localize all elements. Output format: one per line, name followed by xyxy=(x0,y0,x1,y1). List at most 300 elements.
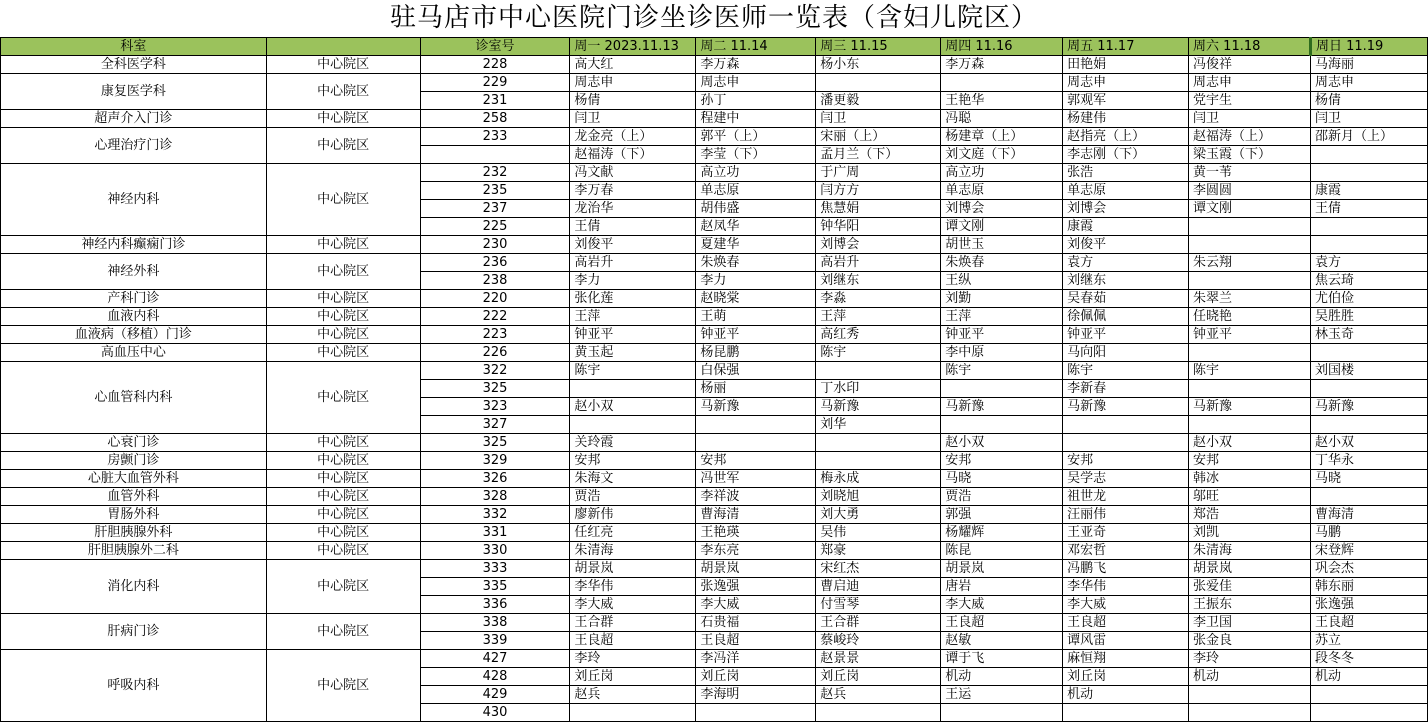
doctor-cell: 谭于飞 xyxy=(941,650,1063,668)
doctor-cell: 王良超 xyxy=(941,614,1063,632)
doctor-cell: 李新春 xyxy=(1063,380,1189,398)
doctor-cell: 胡景岚 xyxy=(696,560,816,578)
doctor-cell: 张浩 xyxy=(1063,164,1189,182)
doctor-cell: 陈宇 xyxy=(1189,362,1311,380)
doctor-cell: 杨建伟 xyxy=(1063,110,1189,128)
dept-name-cell: 产科门诊 xyxy=(1,290,267,308)
doctor-cell: 石贵福 xyxy=(696,614,816,632)
table-row xyxy=(1,110,1428,128)
doctor-cell: 郑豪 xyxy=(816,542,941,560)
dept-name-cell: 康复医学科 xyxy=(1,74,267,110)
doctor-cell: 马海丽 xyxy=(1310,56,1427,74)
doctor-cell: 吴伟 xyxy=(816,524,941,542)
doctor-cell: 单志原 xyxy=(696,182,816,200)
dept-name-cell: 血液内科 xyxy=(1,308,267,326)
campus-cell: 中心院区 xyxy=(266,128,420,164)
doctor-cell: 马鹏 xyxy=(1310,524,1427,542)
doctor-cell xyxy=(1189,380,1311,398)
doctor-cell: 冯世军 xyxy=(696,470,816,488)
doctor-cell: 龙金亮（上） xyxy=(570,128,696,146)
room-cell: 231 xyxy=(420,92,570,110)
doctor-cell: 刘博会 xyxy=(1063,200,1189,218)
doctor-cell: 胡伟盛 xyxy=(696,200,816,218)
doctor-cell: 李华伟 xyxy=(570,578,696,596)
doctor-cell: 冯鹏飞 xyxy=(1063,560,1189,578)
room-cell: 327 xyxy=(420,416,570,434)
room-cell: 228 xyxy=(420,56,570,74)
doctor-cell: 闫卫 xyxy=(1310,110,1427,128)
table-row xyxy=(1,326,1428,344)
doctor-cell: 段冬冬 xyxy=(1310,650,1427,668)
doctor-cell: 王倩 xyxy=(1310,200,1427,218)
doctor-cell: 李万森 xyxy=(941,56,1063,74)
doctor-cell: 王合群 xyxy=(816,614,941,632)
campus-cell: 中心院区 xyxy=(266,290,420,308)
doctor-cell: 刘勤 xyxy=(941,290,1063,308)
doctor-cell: 郭观军 xyxy=(1063,92,1189,110)
doctor-cell: 钟亚平 xyxy=(1189,326,1311,344)
room-cell: 237 xyxy=(420,200,570,218)
doctor-cell: 曹启迪 xyxy=(816,578,941,596)
doctor-cell: 祖世龙 xyxy=(1063,488,1189,506)
table-row xyxy=(1,506,1428,524)
doctor-cell: 邵新月（上） xyxy=(1310,128,1427,146)
doctor-cell: 邓宏哲 xyxy=(1063,542,1189,560)
room-cell: 428 xyxy=(420,668,570,686)
doctor-cell: 朱海文 xyxy=(570,470,696,488)
doctor-cell: 李冯洋 xyxy=(696,650,816,668)
doctor-cell: 赵敏 xyxy=(941,632,1063,650)
dept-name-cell: 神经内科 xyxy=(1,164,267,236)
campus-cell: 中心院区 xyxy=(266,542,420,560)
doctor-cell: 李力 xyxy=(570,272,696,290)
doctor-cell xyxy=(696,704,816,722)
doctor-cell: 韩冰 xyxy=(1189,470,1311,488)
room-cell: 427 xyxy=(420,650,570,668)
dept-name-cell: 肝病门诊 xyxy=(1,614,267,650)
room-cell: 332 xyxy=(420,506,570,524)
room-cell: 322 xyxy=(420,362,570,380)
doctor-cell: 吴春茹 xyxy=(1063,290,1189,308)
doctor-cell: 钟亚平 xyxy=(570,326,696,344)
doctor-cell: 高红秀 xyxy=(816,326,941,344)
doctor-cell: 刘继东 xyxy=(816,272,941,290)
doctor-cell: 李东亮 xyxy=(696,542,816,560)
room-cell: 429 xyxy=(420,686,570,704)
doctor-cell: 马向阳 xyxy=(1063,344,1189,362)
doctor-cell: 杨丽 xyxy=(696,380,816,398)
doctor-cell: 付雪琴 xyxy=(816,596,941,614)
doctor-cell: 赵兵 xyxy=(816,686,941,704)
dept-name-cell: 心脏大血管外科 xyxy=(1,470,267,488)
doctor-cell: 马新豫 xyxy=(696,398,816,416)
header-fri: 周五 11.17 xyxy=(1063,38,1189,56)
doctor-cell: 陈宇 xyxy=(941,362,1063,380)
room-cell: 329 xyxy=(420,452,570,470)
room-cell: 338 xyxy=(420,614,570,632)
header-wed: 周三 11.15 xyxy=(816,38,941,56)
doctor-cell: 刘文庭（下） xyxy=(941,146,1063,164)
room-cell: 335 xyxy=(420,578,570,596)
doctor-cell: 王运 xyxy=(941,686,1063,704)
doctor-cell: 赵小双 xyxy=(570,398,696,416)
header-mon: 周一 2023.11.13 xyxy=(570,38,696,56)
doctor-cell: 赵凤华 xyxy=(696,218,816,236)
dept-name-cell: 心衰门诊 xyxy=(1,434,267,452)
doctor-cell: 赵兵 xyxy=(570,686,696,704)
doctor-cell: 朱清海 xyxy=(1189,542,1311,560)
doctor-cell xyxy=(1189,686,1311,704)
doctor-cell: 潘更毅 xyxy=(816,92,941,110)
doctor-cell xyxy=(1310,344,1427,362)
doctor-cell: 马新豫 xyxy=(1310,398,1427,416)
header-sun: 周日 11.19 xyxy=(1310,38,1427,56)
doctor-cell: 安邦 xyxy=(570,452,696,470)
doctor-cell: 胡景岚 xyxy=(1189,560,1311,578)
header-thu: 周四 11.16 xyxy=(941,38,1063,56)
campus-cell: 中心院区 xyxy=(266,164,420,236)
dept-name-cell: 超声介入门诊 xyxy=(1,110,267,128)
doctor-cell: 单志原 xyxy=(941,182,1063,200)
doctor-cell: 赵福涛（上） xyxy=(1189,128,1311,146)
doctor-cell xyxy=(570,380,696,398)
dept-name-cell: 神经外科 xyxy=(1,254,267,290)
doctor-cell: 王萍 xyxy=(570,308,696,326)
doctor-cell: 赵景景 xyxy=(816,650,941,668)
doctor-cell: 杨昆鹏 xyxy=(696,344,816,362)
doctor-cell xyxy=(816,452,941,470)
doctor-cell: 王合群 xyxy=(570,614,696,632)
doctor-cell: 党宇生 xyxy=(1189,92,1311,110)
doctor-cell: 李华伟 xyxy=(1063,578,1189,596)
doctor-cell: 杨倩 xyxy=(570,92,696,110)
doctor-cell: 马新豫 xyxy=(816,398,941,416)
doctor-cell: 康霞 xyxy=(1310,182,1427,200)
doctor-cell: 田艳娟 xyxy=(1063,56,1189,74)
room-cell: 235 xyxy=(420,182,570,200)
doctor-cell: 刘国楼 xyxy=(1310,362,1427,380)
doctor-cell: 李玲 xyxy=(570,650,696,668)
dept-name-cell: 消化内科 xyxy=(1,560,267,614)
doctor-cell xyxy=(941,380,1063,398)
table-row xyxy=(1,650,1428,668)
campus-cell: 中心院区 xyxy=(266,236,420,254)
doctor-cell: 闫卫 xyxy=(1189,110,1311,128)
doctor-cell: 马晓 xyxy=(941,470,1063,488)
doctor-cell: 冯俊祥 xyxy=(1189,56,1311,74)
doctor-cell: 黄玉起 xyxy=(570,344,696,362)
doctor-cell xyxy=(1310,416,1427,434)
doctor-cell: 唐岩 xyxy=(941,578,1063,596)
table-row xyxy=(1,488,1428,506)
room-cell: 430 xyxy=(420,704,570,722)
doctor-cell xyxy=(941,704,1063,722)
doctor-cell: 刘俊平 xyxy=(570,236,696,254)
doctor-cell xyxy=(1189,236,1311,254)
room-cell: 230 xyxy=(420,236,570,254)
doctor-cell: 王纵 xyxy=(941,272,1063,290)
doctor-cell: 刘丘岗 xyxy=(570,668,696,686)
doctor-cell: 任红亮 xyxy=(570,524,696,542)
doctor-cell xyxy=(1189,344,1311,362)
doctor-cell: 陈宇 xyxy=(816,344,941,362)
doctor-cell: 王倩 xyxy=(570,218,696,236)
room-cell: 339 xyxy=(420,632,570,650)
dept-name-cell: 胃肠外科 xyxy=(1,506,267,524)
campus-cell: 中心院区 xyxy=(266,254,420,290)
room-cell: 325 xyxy=(420,434,570,452)
doctor-cell xyxy=(941,416,1063,434)
doctor-cell xyxy=(1310,488,1427,506)
dept-name-cell: 神经内科癫痫门诊 xyxy=(1,236,267,254)
doctor-cell: 周志申 xyxy=(1189,74,1311,92)
schedule-table xyxy=(0,37,1428,722)
doctor-cell: 刘博会 xyxy=(941,200,1063,218)
campus-cell: 中心院区 xyxy=(266,470,420,488)
room-cell: 226 xyxy=(420,344,570,362)
table-row xyxy=(1,254,1428,272)
doctor-cell xyxy=(941,74,1063,92)
doctor-cell: 胡景岚 xyxy=(570,560,696,578)
room-cell: 225 xyxy=(420,218,570,236)
dept-name-cell: 肝胆胰腺外二科 xyxy=(1,542,267,560)
doctor-cell: 钟亚平 xyxy=(1063,326,1189,344)
doctor-cell: 张爱佳 xyxy=(1189,578,1311,596)
doctor-cell: 单志原 xyxy=(1063,182,1189,200)
doctor-cell: 李祥波 xyxy=(696,488,816,506)
doctor-cell xyxy=(1310,686,1427,704)
room-cell: 258 xyxy=(420,110,570,128)
doctor-cell xyxy=(1310,704,1427,722)
doctor-cell: 王良超 xyxy=(1063,614,1189,632)
doctor-cell: 杨建章（上） xyxy=(941,128,1063,146)
doctor-cell: 钟亚平 xyxy=(696,326,816,344)
doctor-cell: 曹海清 xyxy=(696,506,816,524)
doctor-cell: 李玲 xyxy=(1189,650,1311,668)
doctor-cell: 周志申 xyxy=(696,74,816,92)
doctor-cell xyxy=(570,416,696,434)
doctor-cell: 贾浩 xyxy=(941,488,1063,506)
doctor-cell: 周志申 xyxy=(1063,74,1189,92)
doctor-cell: 马新豫 xyxy=(1063,398,1189,416)
doctor-cell: 尤伯俭 xyxy=(1310,290,1427,308)
doctor-cell: 刘凯 xyxy=(1189,524,1311,542)
table-row xyxy=(1,290,1428,308)
doctor-cell: 高岩升 xyxy=(570,254,696,272)
campus-cell: 中心院区 xyxy=(266,326,420,344)
campus-cell: 中心院区 xyxy=(266,524,420,542)
doctor-cell: 李万森 xyxy=(696,56,816,74)
room-cell: 220 xyxy=(420,290,570,308)
doctor-cell: 王良超 xyxy=(1310,614,1427,632)
header-campus xyxy=(266,38,420,56)
doctor-cell xyxy=(816,362,941,380)
table-row xyxy=(1,74,1428,92)
dept-name-cell: 房颤门诊 xyxy=(1,452,267,470)
doctor-cell: 梅永成 xyxy=(816,470,941,488)
doctor-cell: 杨耀辉 xyxy=(941,524,1063,542)
doctor-cell: 任晓艳 xyxy=(1189,308,1311,326)
dept-name-cell: 高血压中心 xyxy=(1,344,267,362)
dept-name-cell: 呼吸内科 xyxy=(1,650,267,722)
doctor-cell: 王良超 xyxy=(570,632,696,650)
header-tue: 周二 11.14 xyxy=(696,38,816,56)
doctor-cell: 李中原 xyxy=(941,344,1063,362)
doctor-cell xyxy=(1310,146,1427,164)
doctor-cell: 李卫国 xyxy=(1189,614,1311,632)
doctor-cell: 王萍 xyxy=(816,308,941,326)
room-cell: 325 xyxy=(420,380,570,398)
doctor-cell: 郭强 xyxy=(941,506,1063,524)
doctor-cell: 邬旺 xyxy=(1189,488,1311,506)
doctor-cell xyxy=(1310,218,1427,236)
campus-cell: 中心院区 xyxy=(266,362,420,434)
doctor-cell: 李大威 xyxy=(1063,596,1189,614)
doctor-cell: 李海明 xyxy=(696,686,816,704)
doctor-cell: 机动 xyxy=(1189,668,1311,686)
doctor-cell: 李莹（下） xyxy=(696,146,816,164)
doctor-cell: 宋丽（上） xyxy=(816,128,941,146)
campus-cell: 中心院区 xyxy=(266,614,420,650)
doctor-cell xyxy=(570,704,696,722)
doctor-cell: 李大威 xyxy=(570,596,696,614)
doctor-cell: 王艳瑛 xyxy=(696,524,816,542)
table-row xyxy=(1,128,1428,146)
doctor-cell: 龙治华 xyxy=(570,200,696,218)
doctor-cell: 王艳华 xyxy=(941,92,1063,110)
table-row xyxy=(1,524,1428,542)
doctor-cell: 焦慧娟 xyxy=(816,200,941,218)
doctor-cell: 谭文刚 xyxy=(1189,200,1311,218)
doctor-cell: 朱焕春 xyxy=(696,254,816,272)
campus-cell: 中心院区 xyxy=(266,506,420,524)
dept-name-cell: 心理治疗门诊 xyxy=(1,128,267,164)
doctor-cell: 陈宇 xyxy=(570,362,696,380)
doctor-cell: 林玉奇 xyxy=(1310,326,1427,344)
doctor-cell xyxy=(696,416,816,434)
doctor-cell: 王亚奇 xyxy=(1063,524,1189,542)
dept-name-cell: 血管外科 xyxy=(1,488,267,506)
doctor-cell: 谭风雷 xyxy=(1063,632,1189,650)
doctor-cell: 赵小双 xyxy=(941,434,1063,452)
page-title: 驻马店市中心医院门诊坐诊医师一览表（含妇儿院区） xyxy=(389,3,1038,33)
room-cell: 238 xyxy=(420,272,570,290)
doctor-cell xyxy=(1310,380,1427,398)
room-cell: 236 xyxy=(420,254,570,272)
doctor-cell: 赵福涛（下） xyxy=(570,146,696,164)
doctor-cell: 王萌 xyxy=(696,308,816,326)
table-row xyxy=(1,470,1428,488)
doctor-cell: 于广周 xyxy=(816,164,941,182)
room-cell: 326 xyxy=(420,470,570,488)
table-row xyxy=(1,560,1428,578)
doctor-cell: 白保强 xyxy=(696,362,816,380)
doctor-cell: 钟华阳 xyxy=(816,218,941,236)
campus-cell: 中心院区 xyxy=(266,56,420,74)
doctor-cell: 朱清海 xyxy=(570,542,696,560)
doctor-cell xyxy=(696,434,816,452)
doctor-cell: 马新豫 xyxy=(941,398,1063,416)
doctor-cell: 陈宇 xyxy=(1063,362,1189,380)
room-cell: 331 xyxy=(420,524,570,542)
doctor-cell: 安邦 xyxy=(1189,452,1311,470)
doctor-cell: 巩会杰 xyxy=(1310,560,1427,578)
doctor-cell: 李力 xyxy=(696,272,816,290)
doctor-cell: 周志申 xyxy=(570,74,696,92)
doctor-cell: 刘继东 xyxy=(1063,272,1189,290)
doctor-cell: 高岩升 xyxy=(816,254,941,272)
doctor-cell: 李淼 xyxy=(816,290,941,308)
doctor-cell: 朱翠兰 xyxy=(1189,290,1311,308)
doctor-cell: 黄一苇 xyxy=(1189,164,1311,182)
doctor-cell: 宋红杰 xyxy=(816,560,941,578)
doctor-cell: 机动 xyxy=(941,668,1063,686)
doctor-cell: 梁玉霞（下） xyxy=(1189,146,1311,164)
doctor-cell: 李大威 xyxy=(696,596,816,614)
doctor-cell: 郑浩 xyxy=(1189,506,1311,524)
campus-cell: 中心院区 xyxy=(266,452,420,470)
doctor-cell: 孟月兰（下） xyxy=(816,146,941,164)
doctor-cell: 机动 xyxy=(1063,686,1189,704)
doctor-cell: 赵指亮（上） xyxy=(1063,128,1189,146)
doctor-cell: 刘俊平 xyxy=(1063,236,1189,254)
doctor-cell: 吴胜胜 xyxy=(1310,308,1427,326)
doctor-cell: 安邦 xyxy=(941,452,1063,470)
doctor-cell: 张逸强 xyxy=(1310,596,1427,614)
doctor-cell: 闫方方 xyxy=(816,182,941,200)
dept-name-cell: 肝胆胰腺外科 xyxy=(1,524,267,542)
campus-cell: 中心院区 xyxy=(266,308,420,326)
doctor-cell: 韩东丽 xyxy=(1310,578,1427,596)
doctor-cell: 吴学志 xyxy=(1063,470,1189,488)
doctor-cell xyxy=(816,74,941,92)
campus-cell: 中心院区 xyxy=(266,650,420,722)
doctor-cell xyxy=(1189,272,1311,290)
doctor-cell: 王良超 xyxy=(696,632,816,650)
doctor-cell: 马晓 xyxy=(1310,470,1427,488)
table-row xyxy=(1,614,1428,632)
room-cell: 232 xyxy=(420,164,570,182)
doctor-cell: 关玲霞 xyxy=(570,434,696,452)
doctor-cell: 李圆圆 xyxy=(1189,182,1311,200)
doctor-cell: 闫卫 xyxy=(570,110,696,128)
doctor-cell: 宋登辉 xyxy=(1310,542,1427,560)
doctor-cell: 汪丽伟 xyxy=(1063,506,1189,524)
doctor-cell: 刘丘岗 xyxy=(816,668,941,686)
schedule-body xyxy=(1,56,1428,722)
doctor-cell: 赵小双 xyxy=(1310,434,1427,452)
room-cell: 328 xyxy=(420,488,570,506)
doctor-cell: 刘大勇 xyxy=(816,506,941,524)
campus-cell: 中心院区 xyxy=(266,344,420,362)
table-row xyxy=(1,542,1428,560)
room-cell: 223 xyxy=(420,326,570,344)
room-cell: 233 xyxy=(420,128,570,146)
doctor-cell: 麻恒翔 xyxy=(1063,650,1189,668)
doctor-cell: 安邦 xyxy=(1063,452,1189,470)
table-row xyxy=(1,236,1428,254)
room-cell: 229 xyxy=(420,74,570,92)
header-room: 诊室号 xyxy=(420,38,570,56)
table-row xyxy=(1,434,1428,452)
doctor-cell: 焦云琦 xyxy=(1310,272,1427,290)
doctor-cell: 刘晓旭 xyxy=(816,488,941,506)
doctor-cell: 马新豫 xyxy=(1189,398,1311,416)
doctor-cell: 丁华永 xyxy=(1310,452,1427,470)
campus-cell: 中心院区 xyxy=(266,560,420,614)
doctor-cell: 谭文刚 xyxy=(941,218,1063,236)
doctor-cell xyxy=(1063,434,1189,452)
